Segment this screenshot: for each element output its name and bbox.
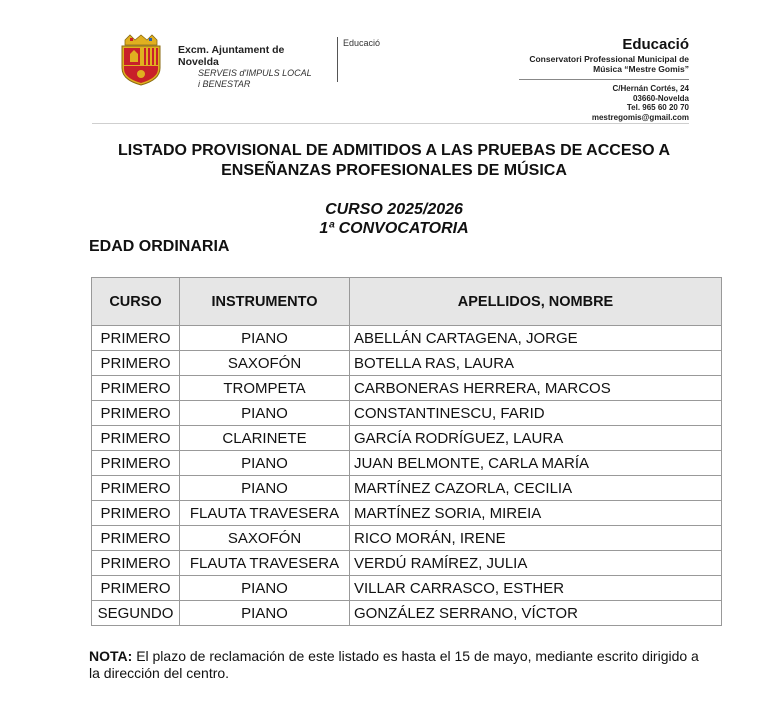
admitted-table: [91, 277, 722, 626]
org-name: Excm. Ajuntament de Novelda: [178, 44, 285, 68]
cell-instrumento: CLARINETE: [180, 426, 350, 451]
letterhead: [0, 0, 768, 125]
cell-curso: PRIMERO: [92, 376, 180, 401]
conservatori-block: [429, 36, 689, 122]
right-title: Educació: [622, 36, 689, 53]
phone: Tel. 965 60 20 70: [626, 103, 689, 112]
cell-instrumento: SAXOFÓN: [180, 351, 350, 376]
header-curso: CURSO: [92, 278, 180, 326]
convocatoria: 1ª CONVOCATORIA: [319, 220, 469, 237]
cell-curso: PRIMERO: [92, 326, 180, 351]
coat-of-arms-icon: [116, 34, 166, 86]
cell-instrumento: FLAUTA TRAVESERA: [180, 501, 350, 526]
table-row: [92, 401, 722, 426]
cell-curso: PRIMERO: [92, 501, 180, 526]
cell-instrumento: FLAUTA TRAVESERA: [180, 551, 350, 576]
conservatori-line-1: Conservatori Professional Municipal de: [529, 54, 689, 64]
cell-nombre: CONSTANTINESCU, FARID: [350, 401, 722, 426]
cell-curso: PRIMERO: [92, 551, 180, 576]
cell-nombre: ABELLÁN CARTAGENA, JORGE: [350, 326, 722, 351]
table-row: [92, 451, 722, 476]
org-area: Educació: [343, 38, 381, 48]
table-row: [92, 426, 722, 451]
cell-curso: PRIMERO: [92, 351, 180, 376]
cell-nombre: MARTÍNEZ CAZORLA, CECILIA: [350, 476, 722, 501]
cell-nombre: JUAN BELMONTE, CARLA MARÍA: [350, 451, 722, 476]
cell-curso: PRIMERO: [92, 526, 180, 551]
note: [89, 648, 709, 682]
table-row: [92, 326, 722, 351]
table-row: [92, 601, 722, 626]
table-row: [92, 476, 722, 501]
table-row: [92, 351, 722, 376]
cell-instrumento: SAXOFÓN: [180, 526, 350, 551]
cell-curso: PRIMERO: [92, 426, 180, 451]
cell-curso: PRIMERO: [92, 401, 180, 426]
document-title: [60, 141, 728, 181]
email: mestregomis@gmail.com: [591, 112, 689, 122]
cell-nombre: MARTÍNEZ SORIA, MIREIA: [350, 501, 722, 526]
cell-nombre: GONZÁLEZ SERRANO, VÍCTOR: [350, 601, 722, 626]
table-row: [92, 526, 722, 551]
note-label: NOTA:: [89, 648, 133, 664]
cell-nombre: BOTELLA RAS, LAURA: [350, 351, 722, 376]
cell-instrumento: PIANO: [180, 401, 350, 426]
course-block: [60, 200, 728, 238]
org-sub-1: SERVEIS d'IMPULS LOCAL: [198, 68, 312, 78]
cell-curso: SEGUNDO: [92, 601, 180, 626]
cell-curso: PRIMERO: [92, 476, 180, 501]
cell-curso: PRIMERO: [92, 451, 180, 476]
course-year: CURSO 2025/2026: [325, 201, 463, 218]
cell-nombre: RICO MORÁN, IRENE: [350, 526, 722, 551]
header-rule: [92, 123, 689, 124]
cell-instrumento: PIANO: [180, 476, 350, 501]
cell-instrumento: PIANO: [180, 326, 350, 351]
title-line-2: ENSEÑANZAS PROFESIONALES DE MÚSICA: [221, 162, 567, 179]
address-city: 03660-Novelda: [632, 93, 689, 103]
org-sub-2: i BENESTAR: [198, 79, 251, 89]
cell-instrumento: PIANO: [180, 576, 350, 601]
cell-instrumento: TROMPETA: [180, 376, 350, 401]
table-header-row: [92, 278, 722, 326]
cell-curso: PRIMERO: [92, 576, 180, 601]
table-row: [92, 376, 722, 401]
table-row: [92, 501, 722, 526]
cell-nombre: VILLAR CARRASCO, ESTHER: [350, 576, 722, 601]
title-line-1: LISTADO PROVISIONAL DE ADMITIDOS A LAS PRUEBAS DE ACCESO A: [117, 142, 671, 159]
cell-nombre: VERDÚ RAMÍREZ, JULIA: [350, 551, 722, 576]
cell-nombre: CARBONERAS HERRERA, MARCOS: [350, 376, 722, 401]
header-nombre: APELLIDOS, NOMBRE: [350, 278, 722, 326]
cell-instrumento: PIANO: [180, 451, 350, 476]
address-rule: [519, 79, 689, 80]
header-instrumento: INSTRUMENTO: [180, 278, 350, 326]
section-heading: EDAD ORDINARIA: [89, 238, 230, 255]
table-row: [92, 576, 722, 601]
table-row: [92, 551, 722, 576]
conservatori-line-2: Música “Mestre Gomis”: [593, 64, 689, 74]
address-street: C/Hernán Cortés, 24: [612, 84, 689, 93]
header-divider: [337, 37, 338, 82]
cell-nombre: GARCÍA RODRÍGUEZ, LAURA: [350, 426, 722, 451]
cell-instrumento: PIANO: [180, 601, 350, 626]
note-text: El plazo de reclamación de este listado es hasta el 15 de mayo, mediante escrito dirigido a la dirección del centro.: [89, 648, 699, 681]
